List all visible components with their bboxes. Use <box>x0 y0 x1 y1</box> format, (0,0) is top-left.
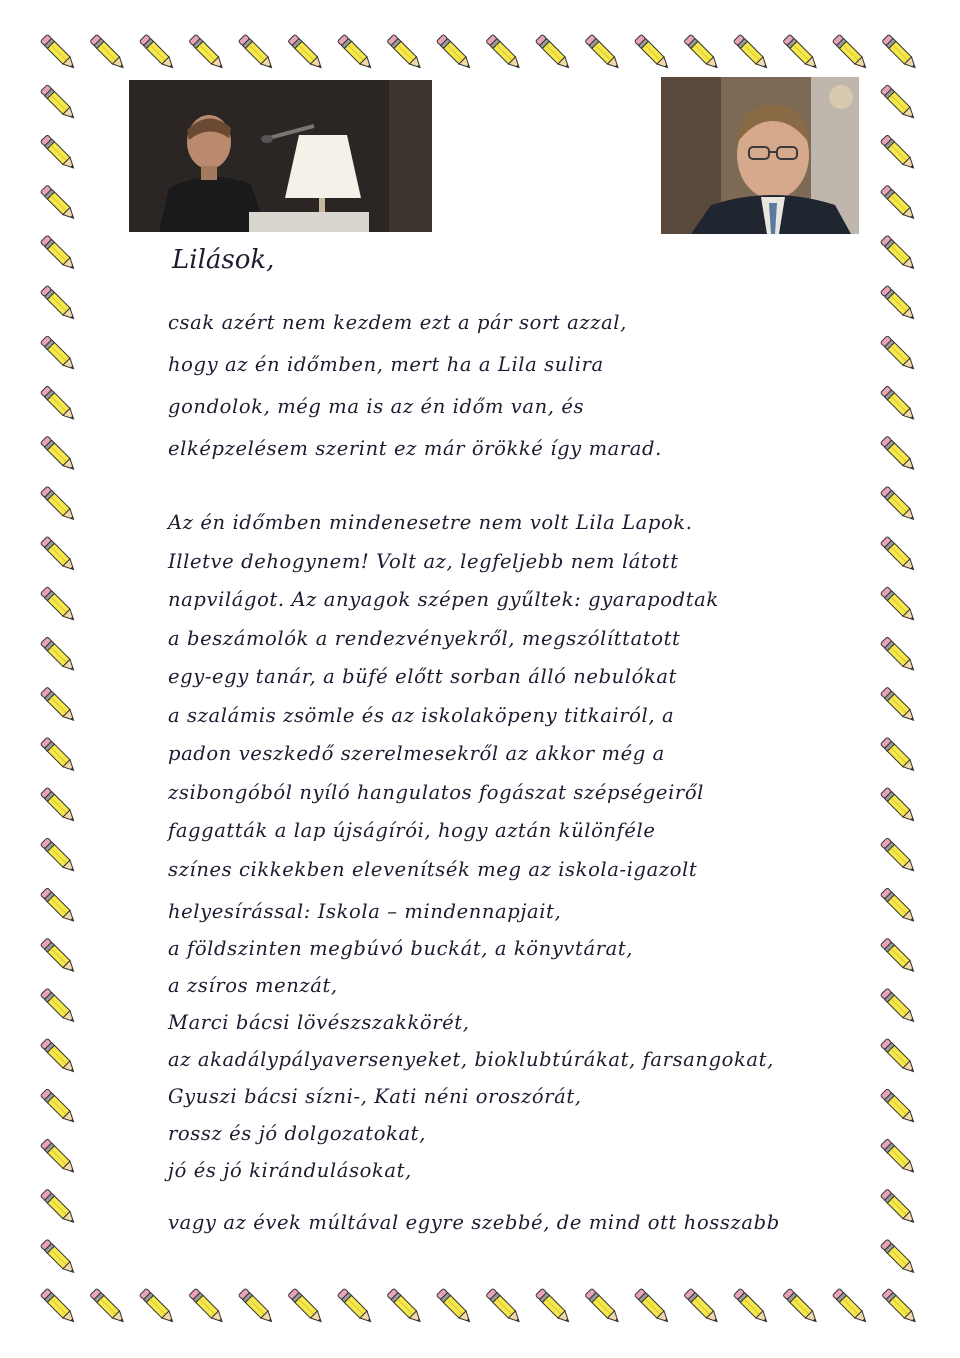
letter-line: jó és jó kirándulásokat, <box>168 1159 412 1182</box>
pencil-icon <box>880 888 917 925</box>
pencil-icon <box>40 687 77 724</box>
letter-line: napvilágot. Az anyagok szépen gyűltek: gyarapodtak <box>168 588 719 611</box>
pencil-icon <box>535 34 572 71</box>
pencil-icon <box>880 336 917 373</box>
letter-line: padon veszkedő szerelmesekről az akkor még a <box>168 742 665 765</box>
pencil-icon <box>880 1038 917 1075</box>
pencil-icon <box>880 235 917 272</box>
pencil-icon <box>40 386 77 423</box>
letter-line: a földszinten megbúvó buckát, a könyvtárat, <box>168 937 634 960</box>
letter-line: Gyuszi bácsi sízni-, Kati néni oroszórát, <box>168 1085 582 1108</box>
pencil-icon <box>40 838 77 875</box>
pencil-icon <box>436 34 473 71</box>
pencil-icon <box>139 34 176 71</box>
pencil-icon <box>684 1288 721 1325</box>
letter-line: a beszámolók a rendezvényekről, megszólíttatott <box>168 626 681 650</box>
pencil-icon <box>90 1288 127 1325</box>
pencil-icon <box>337 1288 374 1325</box>
pencil-icon <box>733 1288 770 1325</box>
pencil-icon <box>880 988 917 1025</box>
pencil-icon <box>40 235 77 272</box>
letter-line: helyesírással: Iskola – mindennapjait, <box>168 900 562 923</box>
pencil-icon <box>40 486 77 523</box>
pencil-icon <box>189 1288 226 1325</box>
pencil-icon <box>40 1189 77 1226</box>
letter-line: csak azért nem kezdem ezt a pár sort azzal, <box>168 311 627 334</box>
pencil-icon <box>387 1288 424 1325</box>
pencil-icon <box>238 34 275 71</box>
pencil-icon <box>880 1189 917 1226</box>
letter-line: Az én időmben mindenesetre nem volt Lila Lapok. <box>168 511 693 534</box>
letter-line: a zsíros menzát, <box>168 974 338 997</box>
letter-line: zsibongóból nyíló hangulatos fogászat szépségeiről <box>168 780 705 804</box>
pencil-icon <box>486 34 523 71</box>
pencil-icon <box>288 1288 325 1325</box>
pencil-icon <box>880 1239 917 1276</box>
letter-greeting: Lilások, <box>172 245 275 275</box>
pencil-icon <box>40 536 77 573</box>
letter-paragraph-2 <box>168 504 858 889</box>
pencil-icon <box>40 1089 77 1126</box>
letter-line: színes cikkekben elevenítsék meg az iskola-igazolt <box>168 857 698 881</box>
handwritten-letter <box>168 240 858 1241</box>
pencil-icon <box>40 787 77 824</box>
pencil-icon <box>634 34 671 71</box>
letter-line: elképzelésem szerint ez már örökké így marad. <box>168 437 662 460</box>
pencil-icon <box>585 1288 622 1325</box>
pencil-icon <box>40 185 77 222</box>
pencil-icon <box>880 135 917 172</box>
pencil-icon <box>880 85 917 122</box>
pencil-icon <box>40 1239 77 1276</box>
letter-line: rossz és jó dolgozatokat, <box>168 1122 426 1145</box>
pencil-icon <box>880 1139 917 1176</box>
pencil-icon <box>832 34 869 71</box>
letter-line: az akadálypályaversenyeket, bioklubtúrákat, farsangokat, <box>168 1048 774 1071</box>
pencil-icon <box>880 1089 917 1126</box>
pencil-icon <box>733 34 770 71</box>
pencil-icon <box>40 285 77 322</box>
letter-paragraph-3 <box>168 893 858 1189</box>
pencil-icon <box>882 1288 919 1325</box>
pencil-icon <box>40 587 77 624</box>
reading-at-lamp-photo <box>129 80 432 232</box>
pencil-icon <box>880 185 917 222</box>
pencil-icon <box>288 34 325 71</box>
letter-line: egy-egy tanár, a büfé előtt sorban álló nebulókat <box>168 665 678 688</box>
pencil-icon <box>684 34 721 71</box>
pencil-icon <box>40 85 77 122</box>
pencil-icon <box>880 587 917 624</box>
letter-line: Marci bácsi lövészszakkörét, <box>168 1011 470 1034</box>
portrait-photo <box>661 77 859 234</box>
pencil-icon <box>880 285 917 322</box>
pencil-icon <box>238 1288 275 1325</box>
pencil-icon <box>40 1038 77 1075</box>
pencil-icon <box>387 34 424 71</box>
pencil-icon <box>486 1288 523 1325</box>
pencil-icon <box>40 135 77 172</box>
pencil-icon <box>783 1288 820 1325</box>
letter-line: Illetve dehogynem! Volt az, legfeljebb nem látott <box>168 549 679 573</box>
pencil-icon <box>40 737 77 774</box>
pencil-icon <box>436 1288 473 1325</box>
letter-line: faggatták a lap újságírói, hogy aztán különféle <box>168 819 656 842</box>
pencil-icon <box>337 34 374 71</box>
pencil-icon <box>40 888 77 925</box>
pencil-icon <box>880 687 917 724</box>
pencil-icon <box>880 637 917 674</box>
pencil-icon <box>585 34 622 71</box>
pencil-icon <box>882 34 919 71</box>
pencil-icon <box>832 1288 869 1325</box>
letter-line: a szalámis zsömle és az iskolaköpeny titkairól, a <box>168 703 675 727</box>
pencil-icon <box>189 34 226 71</box>
pencil-icon <box>880 838 917 875</box>
pencil-icon <box>880 386 917 423</box>
pencil-icon <box>40 988 77 1025</box>
letter-paragraph-1 <box>168 302 858 470</box>
pencil-icon <box>40 938 77 975</box>
pencil-icon <box>880 436 917 473</box>
pencil-icon <box>880 737 917 774</box>
letter-paragraph-4 <box>168 1205 858 1241</box>
pencil-icon <box>880 938 917 975</box>
letter-line: gondolok, még ma is az én időm van, és <box>168 395 585 418</box>
pencil-icon <box>90 34 127 71</box>
pencil-icon <box>880 787 917 824</box>
pencil-icon <box>40 1139 77 1176</box>
pencil-icon <box>880 536 917 573</box>
pencil-icon <box>40 637 77 674</box>
pencil-icon <box>634 1288 671 1325</box>
pencil-icon <box>783 34 820 71</box>
pencil-icon <box>40 436 77 473</box>
pencil-icon <box>139 1288 176 1325</box>
pencil-icon <box>40 34 77 71</box>
pencil-icon <box>40 1288 77 1325</box>
letter-line: hogy az én időmben, mert ha a Lila sulira <box>168 353 604 376</box>
letter-line: vagy az évek múltával egyre szebbé, de mind ott hosszabb <box>168 1211 780 1234</box>
pencil-icon <box>40 336 77 373</box>
pencil-icon <box>880 486 917 523</box>
pencil-icon <box>535 1288 572 1325</box>
